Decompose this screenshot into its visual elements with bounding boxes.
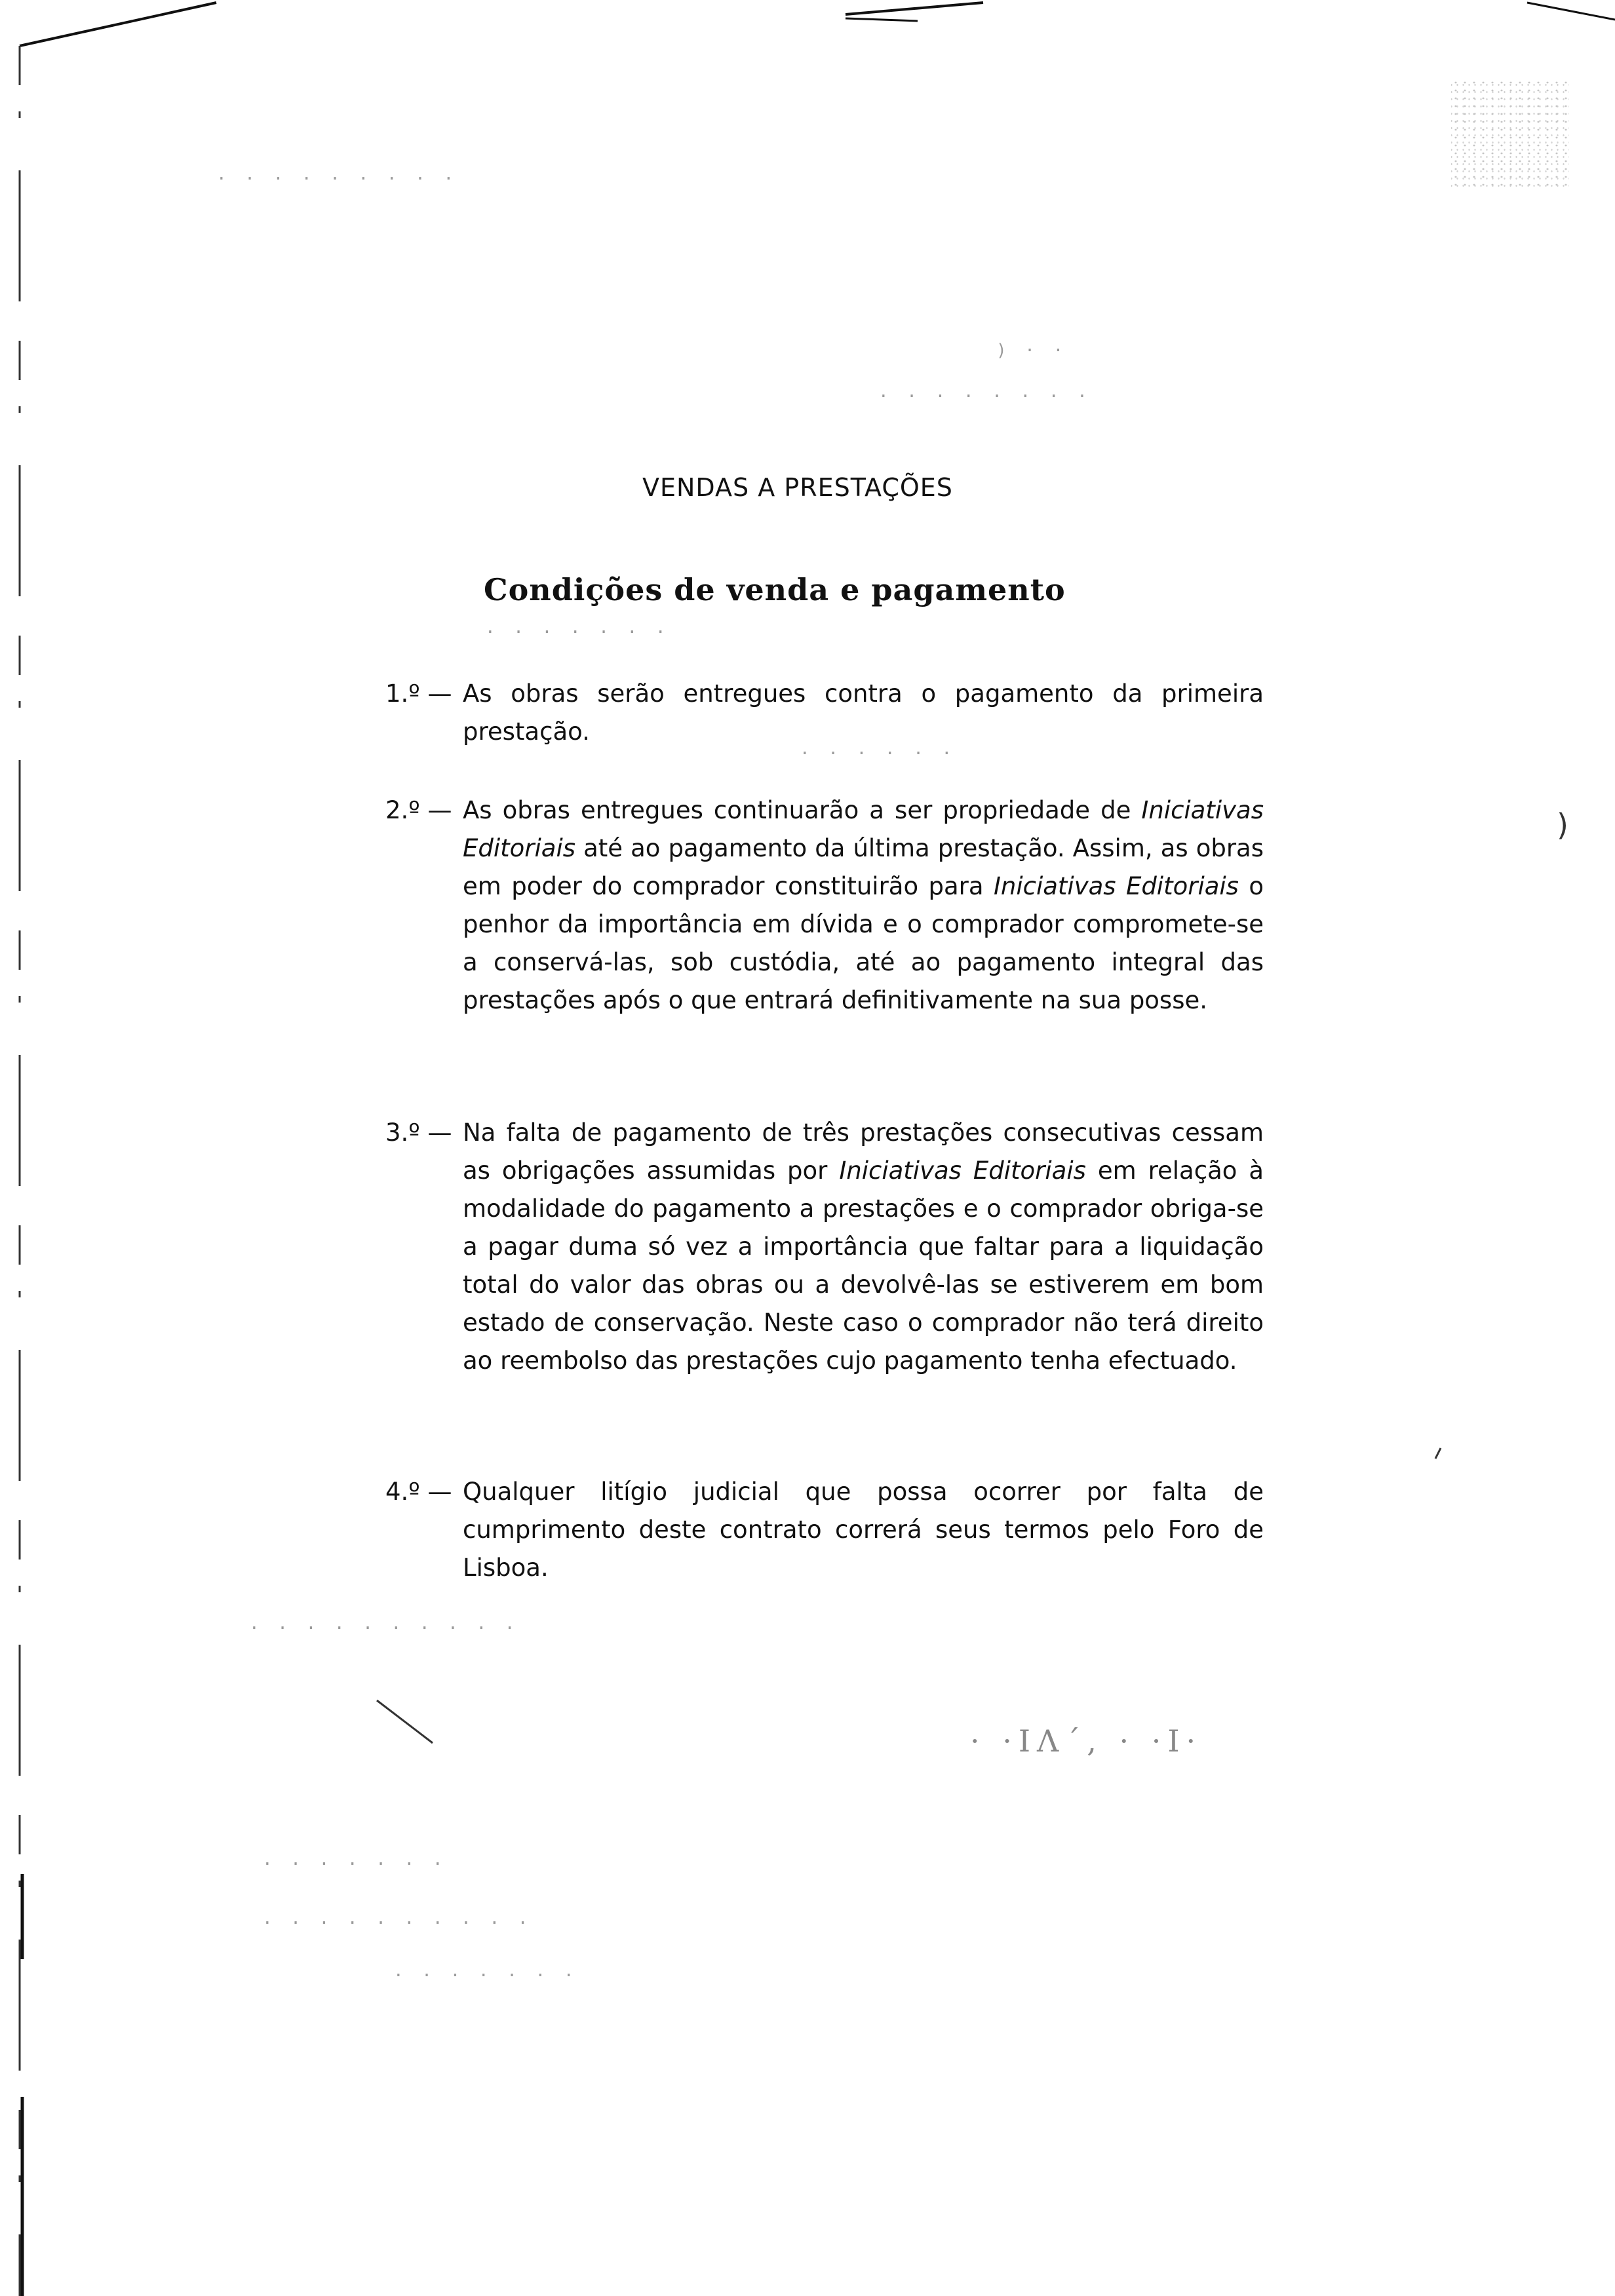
scan-specks: · · · · · · · bbox=[262, 1854, 447, 1874]
clause-text bbox=[463, 1114, 1264, 1380]
publisher-name: Iniciativas Editoriais bbox=[463, 796, 1264, 862]
clause-text-segment: As obras serão entregues contra o pagamento da primeira prestação. bbox=[463, 679, 1264, 746]
scan-specks: · · · · · · · bbox=[393, 1966, 578, 1985]
clause-number: 3.º — bbox=[385, 1119, 452, 1147]
clause-text bbox=[463, 792, 1264, 1020]
clause-number: 4.º — bbox=[385, 1478, 452, 1506]
clause-number: 2.º — bbox=[385, 796, 452, 824]
margin-mark: ) bbox=[1557, 807, 1568, 843]
scan-noise bbox=[1451, 79, 1569, 190]
page-subtitle: Condições de venda e pagamento bbox=[484, 572, 1066, 607]
clause-text-segment: Qualquer litígio judicial que possa ocorrer por falta de cumprimento deste contrato correrá seus termos pelo Foro de Lisboa. bbox=[463, 1478, 1264, 1582]
page-title: VENDAS A PRESTAÇÕES bbox=[642, 473, 953, 502]
clause-text-segment: o penhor da importância em dívida e o comprador compromete-se a conservá-las, sob custódia, até ao pagamento integral das prestações após o que entrará definitivamente na sua posse. bbox=[463, 872, 1264, 1014]
clause-number: 1.º — bbox=[385, 679, 452, 708]
clause-3 bbox=[385, 1114, 1264, 1380]
clause-2 bbox=[385, 792, 1264, 1020]
clause-text bbox=[463, 1473, 1264, 1587]
publisher-name: Iniciativas Editoriais bbox=[839, 1157, 1086, 1185]
clause-text-segment: em relação à modalidade do pagamento a prestações e o comprador obriga-se a pagar duma só vez a importância que faltar para a liquidação total do valor das obras ou a devolvê-las se estiverem em bom estado de conservação. Neste caso o comprador não terá direito ao reembolso das prestações cujo pagamento tenha efectuado. bbox=[463, 1157, 1264, 1375]
clause-1 bbox=[385, 675, 1264, 751]
scan-specks: · · · · · · · · · · bbox=[249, 1618, 519, 1638]
scan-specks: · · · · · · · · bbox=[878, 387, 1091, 406]
clause-text-segment: As obras entregues continuarão a ser propriedade de bbox=[463, 796, 1142, 824]
stamp-mark: · ·ΙΛ´, · ·Ι· bbox=[970, 1723, 1203, 1759]
scan-specks: · · · · · · · · · · bbox=[262, 1913, 532, 1933]
clause-4 bbox=[385, 1473, 1264, 1587]
scan-specks: ) · · bbox=[996, 341, 1068, 360]
clause-text-segment: até ao pagamento da última prestação. Assim, as obras em poder do comprador constituirão para bbox=[463, 834, 1264, 900]
publisher-name: Iniciativas Editoriais bbox=[993, 872, 1239, 900]
scan-specks: · · · · · · bbox=[800, 744, 956, 763]
clause-text bbox=[463, 675, 1264, 751]
scan-specks: · · · · · · · · · bbox=[216, 169, 458, 189]
clause-text-segment: Na falta de pagamento de três prestações consecutivas cessam as obrigações assumidas por bbox=[463, 1119, 1264, 1185]
scan-specks: · · · · · · · bbox=[485, 622, 670, 642]
